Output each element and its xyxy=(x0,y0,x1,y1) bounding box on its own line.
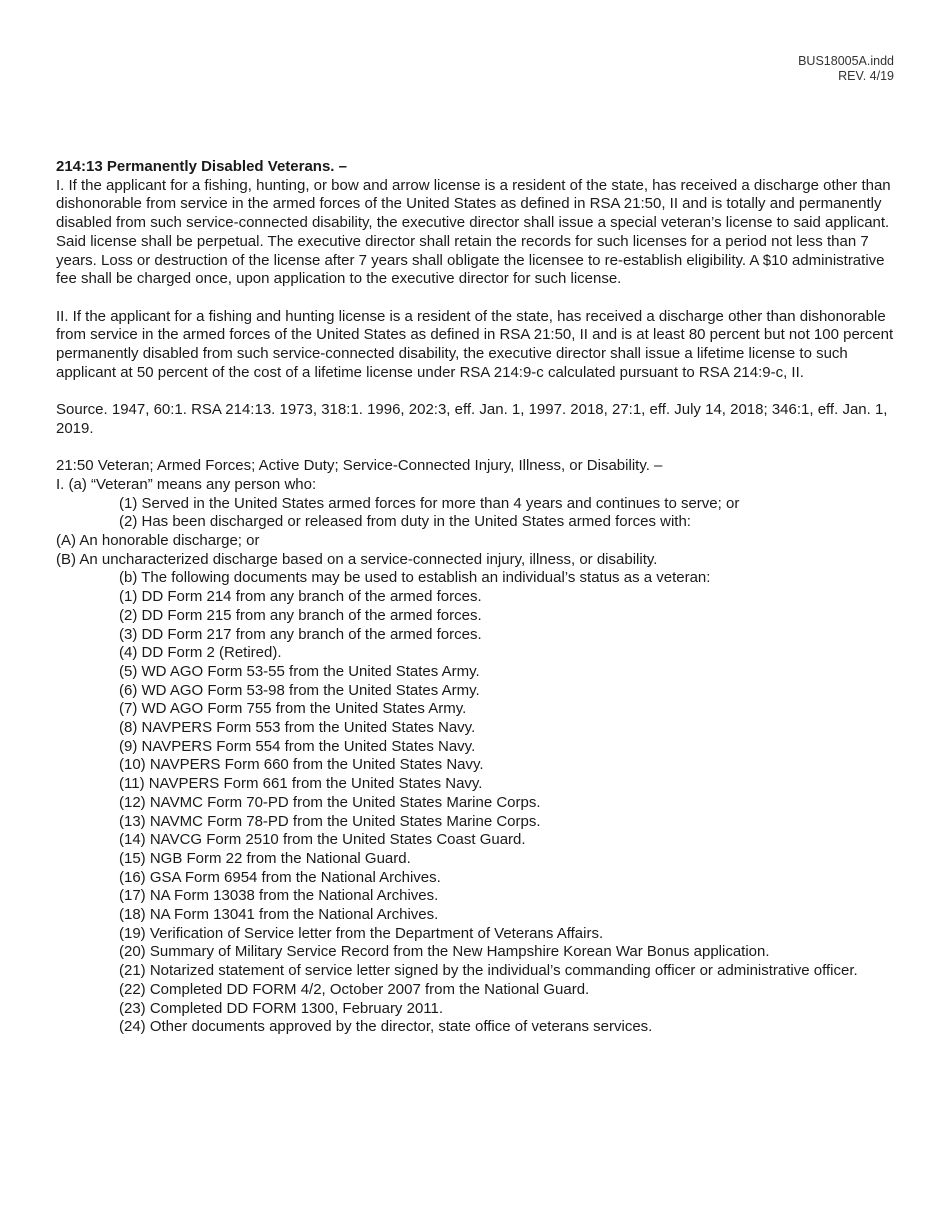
list-item: (18) NA Form 13041 from the National Archives. xyxy=(119,906,439,924)
list-item: (21) Notarized statement of service letter signed by the individual’s commanding officer or administrative officer. xyxy=(119,962,858,980)
list-item: (6) WD AGO Form 53-98 from the United States Army. xyxy=(119,681,480,699)
section-214-13-title: 214:13 Permanently Disabled Veterans. – xyxy=(56,158,347,175)
definition-item-2: (2) Has been discharged or released from duty in the United States armed forces with: xyxy=(119,513,691,531)
list-item: (7) WD AGO Form 755 from the United States Army. xyxy=(119,700,467,718)
list-item: (11) NAVPERS Form 661 from the United States Navy. xyxy=(119,775,483,793)
list-item: (1) DD Form 214 from any branch of the armed forces. xyxy=(119,588,482,606)
list-item: (17) NA Form 13038 from the National Archives. xyxy=(119,887,439,905)
list-item: (22) Completed DD FORM 4/2, October 2007 from the National Guard. xyxy=(119,980,590,998)
list-item: (10) NAVPERS Form 660 from the United States Navy. xyxy=(119,756,484,774)
spacer xyxy=(56,382,896,401)
section-21-50-title: 21:50 Veteran; Armed Forces; Active Duty; Service-Connected Injury, Illness, or Disability. – xyxy=(56,457,663,475)
list-item: (3) DD Form 217 from any branch of the armed forces. xyxy=(119,625,482,643)
list-item: (16) GSA Form 6954 from the National Archives. xyxy=(119,868,441,886)
spacer xyxy=(56,439,896,458)
definition-item-1: (1) Served in the United States armed forces for more than 4 years and continues to serve; or xyxy=(119,494,740,512)
list-item: (19) Verification of Service letter from the Department of Veterans Affairs. xyxy=(119,924,604,942)
revision-label: REV. 4/19 xyxy=(838,69,894,83)
list-item: (15) NGB Form 22 from the National Guard. xyxy=(119,849,411,867)
documents-list xyxy=(56,588,896,1037)
list-item: (23) Completed DD FORM 1300, February 2011. xyxy=(119,999,444,1017)
discharge-type-b: (B) An uncharacterized discharge based on a service-connected injury, illness, or disability. xyxy=(56,550,658,568)
veteran-definition: I. (a) “Veteran” means any person who: xyxy=(56,475,317,493)
list-item: (14) NAVCG Form 2510 from the United States Coast Guard. xyxy=(119,831,526,849)
document-header xyxy=(798,54,894,84)
documents-intro: (b) The following documents may be used to establish an individual’s status as a veteran: xyxy=(119,569,711,587)
list-item: (4) DD Form 2 (Retired). xyxy=(119,644,282,662)
section-214-13-paragraph-2: II. If the applicant for a fishing and hunting license is a resident of the state, has received a discharge other than dishonorable from service in the armed forces of the United States as defined in RSA 21:50, II and is at least 80 percent but not 100 percent permanently disabled from such service-connected disability, the executive director shall issue a lifetime license to such applicant at 50 percent of the cost of a lifetime license under RSA 214:9-c calculated pursuant to RSA 214:9-c, II. xyxy=(56,307,894,381)
source-note: Source. 1947, 60:1. RSA 214:13. 1973, 318:1. 1996, 202:3, eff. Jan. 1, 1997. 2018, 27:1, eff. July 14, 2018; 346:1, eff. Jan. 1, 2019. xyxy=(56,401,888,437)
list-item: (24) Other documents approved by the director, state office of veterans services. xyxy=(119,1018,653,1036)
spacer xyxy=(56,289,896,308)
list-item: (13) NAVMC Form 78-PD from the United States Marine Corps. xyxy=(119,812,541,830)
file-name: BUS18005A.indd xyxy=(798,54,894,68)
list-item: (9) NAVPERS Form 554 from the United States Navy. xyxy=(119,737,476,755)
document-body xyxy=(56,158,896,1037)
list-item: (2) DD Form 215 from any branch of the armed forces. xyxy=(119,606,482,624)
list-item: (12) NAVMC Form 70-PD from the United States Marine Corps. xyxy=(119,793,541,811)
list-item: (20) Summary of Military Service Record from the New Hampshire Korean War Bonus application. xyxy=(119,943,770,961)
list-item: (5) WD AGO Form 53-55 from the United States Army. xyxy=(119,662,480,680)
discharge-type-a: (A) An honorable discharge; or xyxy=(56,532,260,550)
section-214-13-paragraph-1: I. If the applicant for a fishing, hunting, or bow and arrow license is a resident of the state, has received a discharge other than dishonorable from service in the armed forces of the United States as defined in RSA 21:50, II and is totally and permanently disabled from such service-connected disability, the executive director shall issue a special veteran’s license to said applicant. Said license shall be perpetual. The executive director shall retain the records for such licenses for a period not less than 7 years. Loss or destruction of the license after 7 years shall obligate the licensee to re-establish eligibility. A $10 administrative fee shall be charged once, upon application to the executive director for such license. xyxy=(56,176,891,288)
list-item: (8) NAVPERS Form 553 from the United States Navy. xyxy=(119,719,476,737)
